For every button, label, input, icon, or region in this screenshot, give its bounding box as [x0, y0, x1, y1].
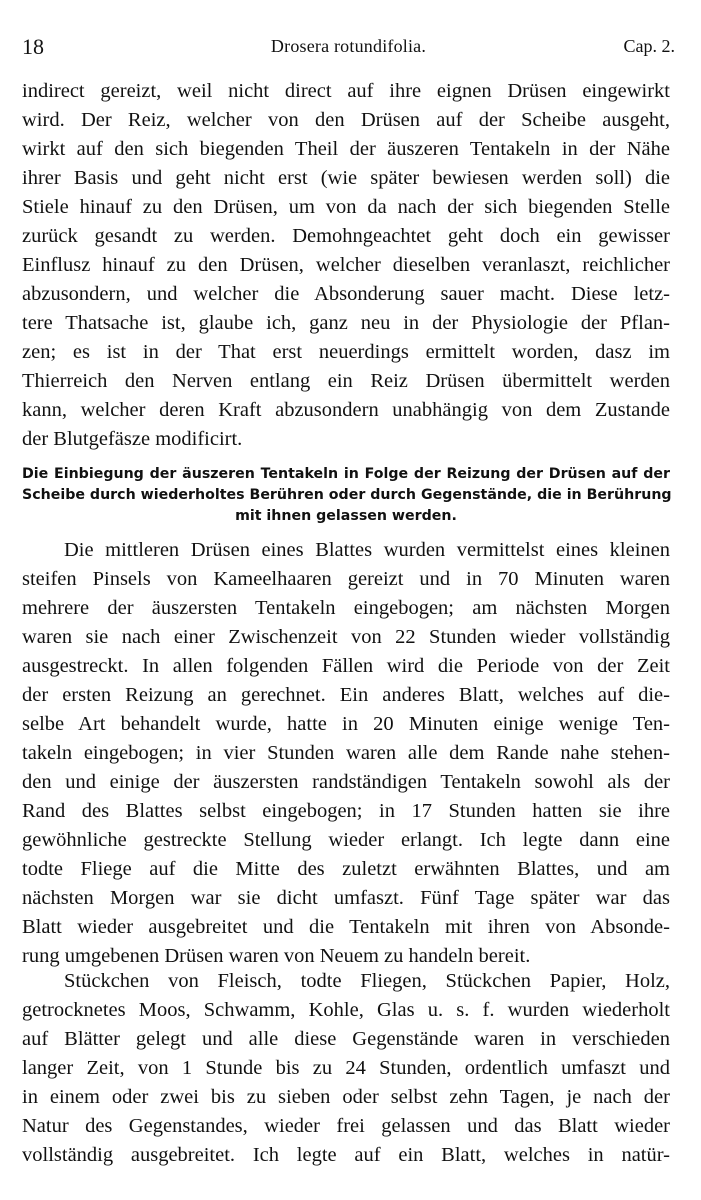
text-line: zen; es ist in der That erst neuerdings ermittelt worden, dasz im [22, 341, 670, 363]
text-line: waren sie nach einer Zwischenzeit von 22 Stunden wieder vollständig [22, 626, 670, 648]
text-line: steifen Pinsels von Kameelhaaren gereizt und in 70 Minuten waren [22, 568, 670, 590]
paragraph-1 [22, 77, 670, 454]
text-line: rung umgebenen Drüsen waren von Neuem zu handeln bereit. [22, 945, 531, 967]
text-line: langer Zeit, von 1 Stunde bis zu 24 Stunden, ordentlich umfaszt und [22, 1057, 670, 1079]
text-line: nächsten Morgen war sie dicht umfaszt. Fünf Tage später war das [22, 887, 670, 909]
text-line: gewöhnliche gestreckte Stellung wieder erlangt. Ich legte dann eine [22, 829, 670, 851]
text-line: kann, welcher deren Kraft abzusondern unabhängig von dem Zustande [22, 399, 670, 421]
text-line: ihrer Basis und geht nicht erst (wie später bewiesen werden soll) die [22, 167, 670, 189]
text-line: Die mittleren Drüsen eines Blattes wurden vermittelst eines kleinen [64, 539, 670, 561]
text-line: in einem oder zwei bis zu sieben oder selbst zehn Tagen, je nach der [22, 1086, 670, 1108]
text-line: der ersten Reizung an gerechnet. Ein anderes Blatt, welches auf die- [22, 684, 670, 706]
paragraph-3 [22, 967, 670, 1170]
text-line: takeln eingebogen; in vier Stunden waren alle dem Rande nahe stehen- [22, 742, 670, 764]
heading-line: mit ihnen gelassen werden. [235, 508, 457, 524]
page-number: 18 [22, 34, 44, 59]
text-line: Blatt wieder ausgebreitet und die Tentakeln mit ihren von Absonde- [22, 916, 670, 938]
text-line: Einflusz hinauf zu den Drüsen, welcher dieselben veranlaszt, reichlicher [22, 254, 670, 276]
text-line: mehrere der äuszersten Tentakeln eingebogen; am nächsten Morgen [22, 597, 670, 619]
section-heading [22, 464, 670, 527]
paragraph-2 [22, 536, 670, 971]
heading-line: Die Einbiegung der äuszeren Tentakeln in Folge der Reizung der Drüsen auf der [22, 466, 670, 482]
text-line: wird. Der Reiz, welcher von den Drüsen auf der Scheibe ausgeht, [22, 109, 670, 131]
text-line: der Blutgefäsze modificirt. [22, 428, 243, 450]
text-line: Thierreich den Nerven entlang ein Reiz Drüsen übermittelt werden [22, 370, 670, 392]
text-line: wirkt auf den sich biegenden Theil der äuszeren Tentakeln in der Nähe [22, 138, 670, 160]
running-title: Drosera rotundifolia. [270, 36, 427, 56]
text-line: todte Fliege auf die Mitte des zuletzt erwähnten Blattes, und am [22, 858, 670, 880]
text-line: getrocknetes Moos, Schwamm, Kohle, Glas u. s. f. wurden wiederholt [22, 999, 670, 1021]
heading-line: Scheibe durch wiederholtes Berühren oder durch Gegenstände, die in Berührung [22, 487, 672, 503]
running-header [22, 34, 675, 58]
text-line: zurück gesandt zu werden. Demohngeachtet geht doch ein gewisser [22, 225, 670, 247]
text-line: tere Thatsache ist, glaube ich, ganz neu in der Physiologie der Pflan- [22, 312, 670, 334]
text-line: den und einige der äuszersten randständigen Tentakeln sowohl als der [22, 771, 670, 793]
chapter-label: Cap. 2. [623, 36, 675, 56]
text-line: Natur des Gegenstandes, wieder frei gelassen und das Blatt wieder [22, 1115, 670, 1137]
text-line: vollständig ausgebreitet. Ich legte auf ein Blatt, welches in natür- [22, 1144, 670, 1166]
text-line: abzusondern, und welcher die Absonderung sauer macht. Diese letz- [22, 283, 670, 305]
text-line: auf Blätter gelegt und alle diese Gegenstände waren in verschieden [22, 1028, 670, 1050]
text-line: indirect gereizt, weil nicht direct auf ihre eignen Drüsen eingewirkt [22, 80, 670, 102]
text-line: selbe Art behandelt wurde, hatte in 20 Minuten einige wenige Ten- [22, 713, 670, 735]
text-line: Rand des Blattes selbst eingebogen; in 17 Stunden hatten sie ihre [22, 800, 670, 822]
text-line: Stückchen von Fleisch, todte Fliegen, Stückchen Papier, Holz, [64, 970, 670, 992]
text-line: Stiele hinauf zu den Drüsen, um von da nach der sich biegenden Stelle [22, 196, 670, 218]
text-line: ausgestreckt. In allen folgenden Fällen wird die Periode von der Zeit [22, 655, 670, 677]
